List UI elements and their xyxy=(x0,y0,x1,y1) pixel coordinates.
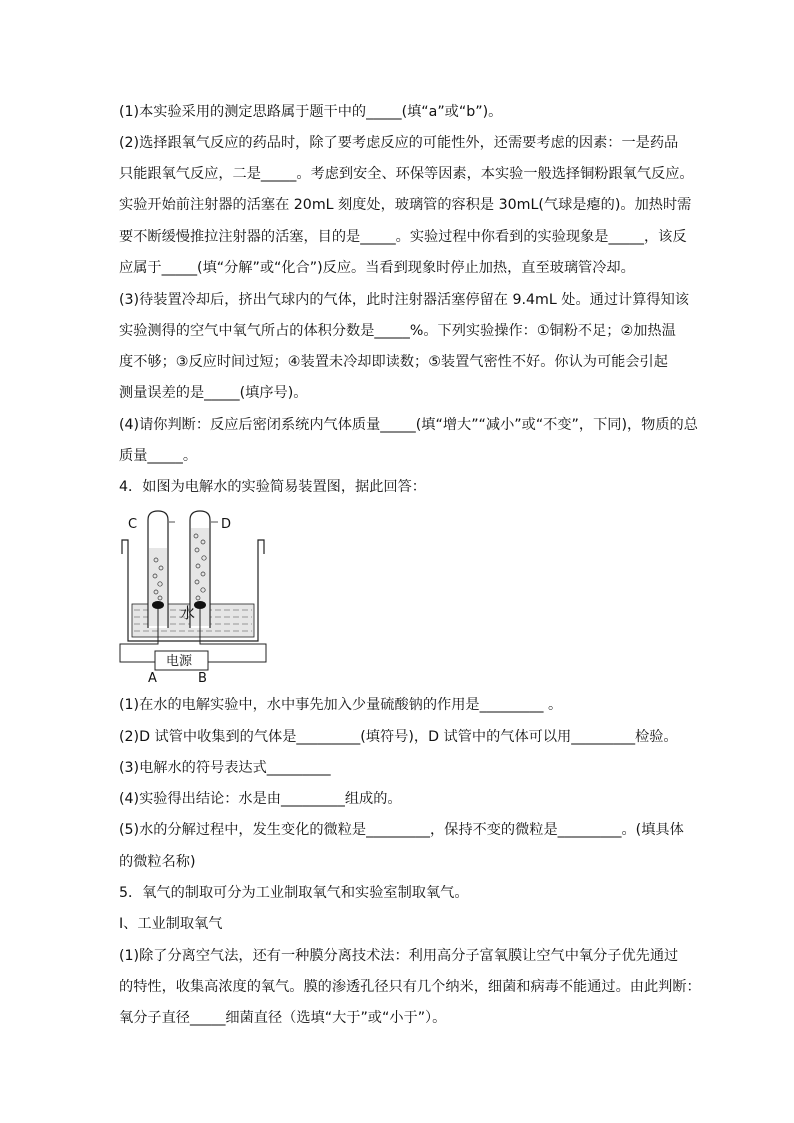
text-line: 测量误差的是_____(填序号)。 xyxy=(119,385,308,401)
text-line: (3)待装置冷却后，挤出气球内的气体，此时注射器活塞停留在 9.4mL 处。通过计算得知该 xyxy=(119,292,689,308)
text-line: 应属于_____(填“分解”或“化合”)反应。当看到现象时停止加热，直至玻璃管冷却。 xyxy=(119,260,635,276)
text-line: (1)本实验采用的测定思路属于题干中的_____(填“a”或“b”)。 xyxy=(119,104,503,120)
text-line: 只能跟氧气反应，二是_____。考虑到安全、环保等因素，本实验一般选择铜粉跟氧气反应。 xyxy=(119,166,694,182)
power-source-label: 电源 xyxy=(166,654,193,669)
section-heading: Ⅰ、工业制取氧气 xyxy=(119,916,223,932)
label-b: B xyxy=(198,671,207,686)
text-line: 的微粒名称) xyxy=(119,854,196,870)
label-c: C xyxy=(128,517,138,532)
text-line: 氧分子直径_____细菌直径（选填“大于”或“小于”）。 xyxy=(119,1010,447,1026)
question-heading: 5．氧气的制取可分为工业制取氧气和实验室制取氧气。 xyxy=(119,885,469,901)
label-a: A xyxy=(148,671,157,686)
electrode-b xyxy=(194,601,206,609)
text-line: (5)水的分解过程中，发生变化的微粒是_________，保持不变的微粒是_________。(填具体 xyxy=(119,822,684,838)
text-line: (4)请你判断：反应后密闭系统内气体质量_____(填“增大”“减小”或“不变”，下同)，物质的总 xyxy=(119,417,698,433)
question-heading: 4．如图为电解水的实验简易装置图，据此回答： xyxy=(119,479,426,495)
text-line: (2)选择跟氧气反应的药品时，除了要考虑反应的可能性外，还需要考虑的因素：一是药品 xyxy=(119,135,679,151)
text-line: 实验测得的空气中氧气所占的体积分数是_____%。下列实验操作：①铜粉不足；②加热温 xyxy=(119,323,676,339)
electrolysis-apparatus-figure xyxy=(118,508,270,686)
text-line: (4)实验得出结论：水是由_________组成的。 xyxy=(119,791,402,807)
text-line: (2)D 试管中收集到的气体是_________(填符号)，D 试管中的气体可以用_________检验。 xyxy=(119,729,678,745)
text-line: 实验开始前注射器的活塞在 20mL 刻度处，玻璃管的容积是 30mL(气球是瘪的)。加热时需 xyxy=(119,197,692,213)
water-label: 水 xyxy=(180,604,196,622)
text-line: 质量_____。 xyxy=(119,448,198,464)
text-line: 度不够；③反应时间过短；④装置未冷却即读数；⑤装置气密性不好。你认为可能会引起 xyxy=(119,354,668,370)
text-line: 要不断缓慢推拉注射器的活塞，目的是_____。实验过程中你看到的实验现象是_____，该反 xyxy=(119,229,687,245)
text-line: 的特性，收集高浓度的氧气。膜的渗透孔径只有几个纳米，细菌和病毒不能通过。由此判断： xyxy=(119,979,701,995)
text-line: (1)除了分离空气法，还有一种膜分离技术法：利用高分子富氧膜让空气中氧分子优先通过 xyxy=(119,948,679,964)
text-line: (1)在水的电解实验中，水中事先加入少量硫酸钠的作用是_________ 。 xyxy=(119,697,563,713)
text-line: (3)电解水的符号表达式_________ xyxy=(119,760,331,776)
label-d: D xyxy=(221,517,232,532)
electrode-a xyxy=(152,601,164,609)
